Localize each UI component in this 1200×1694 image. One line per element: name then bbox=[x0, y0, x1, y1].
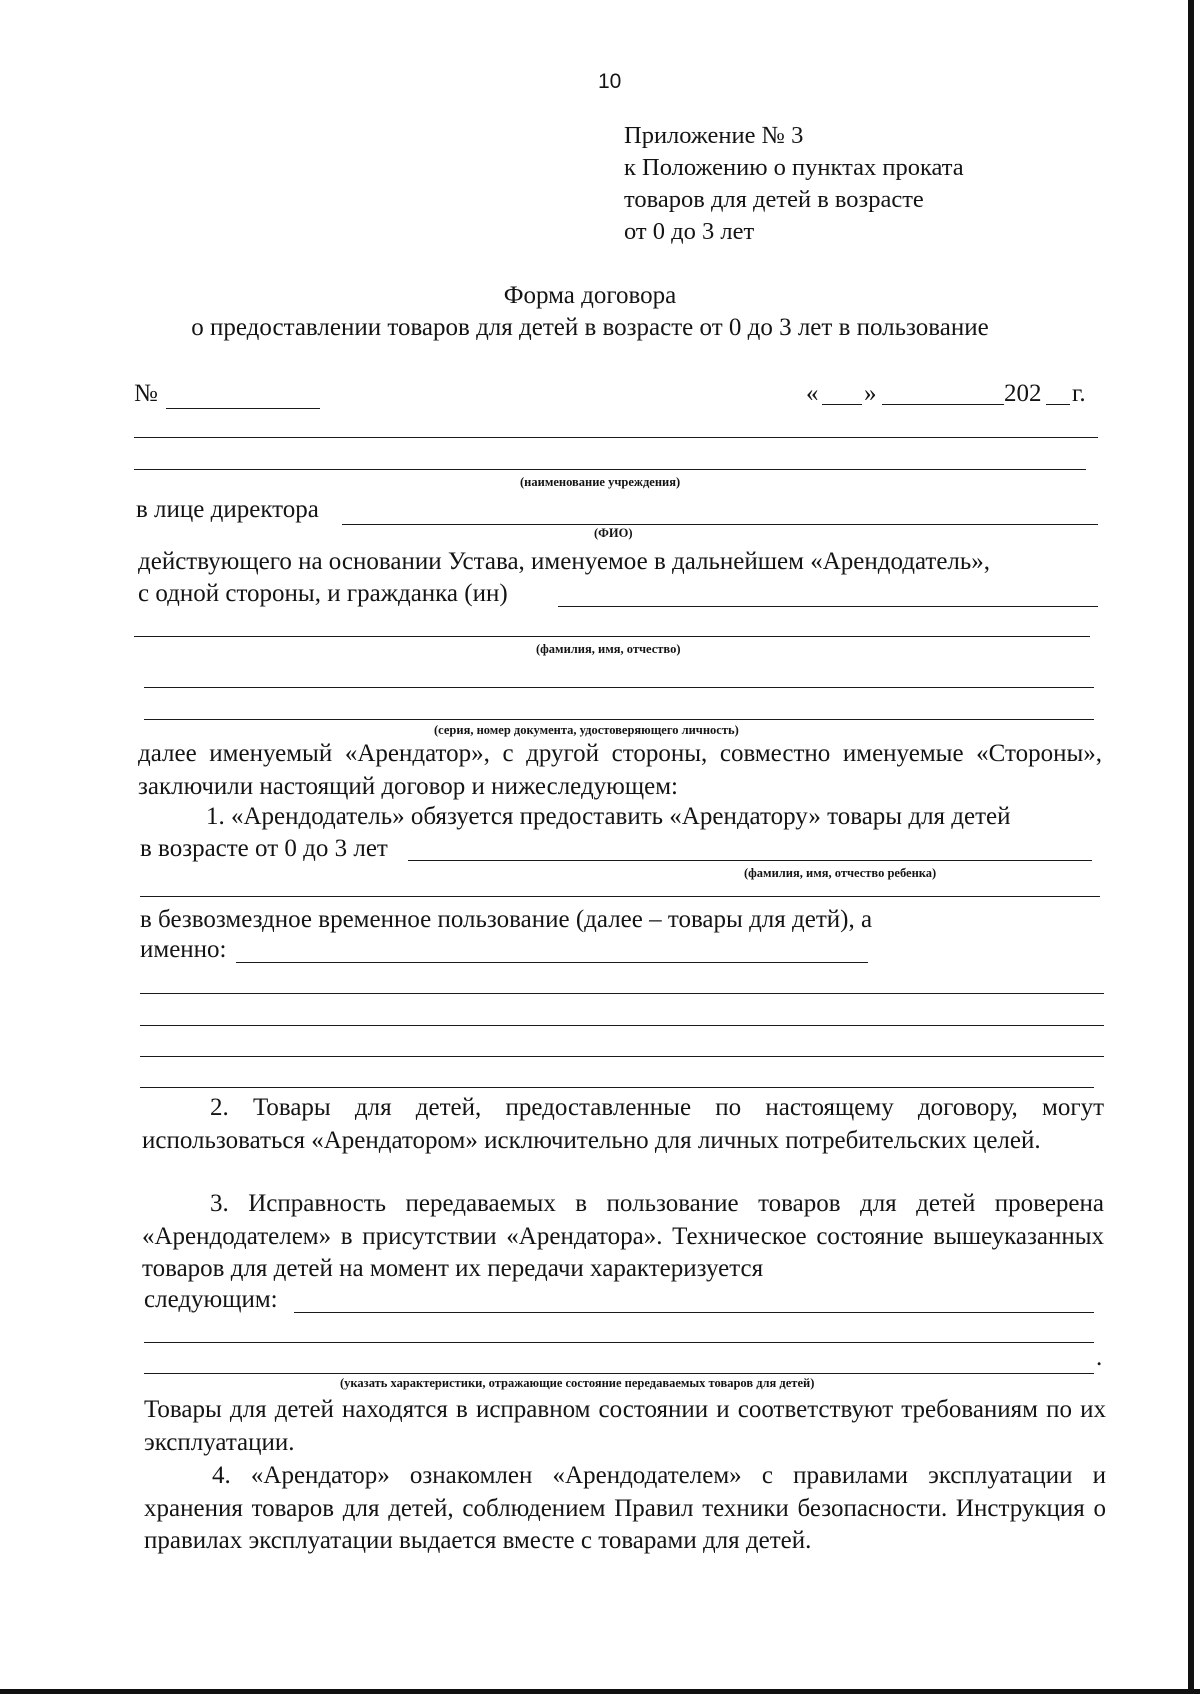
child-name-field[interactable] bbox=[408, 860, 1092, 861]
date-day-field[interactable] bbox=[822, 404, 862, 405]
acting-text-2: с одной стороны, и гражданка (ин) bbox=[138, 580, 508, 607]
end-dot: . bbox=[1096, 1344, 1103, 1371]
appendix-line: Приложение № 3 bbox=[624, 122, 804, 149]
tenant-name-field-line-2[interactable] bbox=[134, 636, 1090, 637]
caption-characteristics: (указать характеристики, отражающие состояние передаваемых товаров для детей) bbox=[340, 1376, 815, 1390]
caption-fio: (ФИО) bbox=[594, 526, 633, 540]
contract-number-field[interactable] bbox=[166, 408, 320, 409]
namely-label: именно: bbox=[140, 936, 227, 963]
item-2-paragraph: 2. Товары для детей, предоставленные по настоящему договору, могут использоваться «Арендатором» исключительно для личных потребительских целей. bbox=[142, 1094, 1104, 1154]
appendix-header bbox=[624, 120, 964, 248]
id-document-field-line-2[interactable] bbox=[144, 719, 1094, 720]
goods-list-field-line-4[interactable] bbox=[140, 1056, 1104, 1057]
goods-list-field-line-5[interactable] bbox=[140, 1087, 1094, 1088]
director-label: в лице директора bbox=[136, 496, 319, 523]
date-year-prefix: 202 bbox=[1004, 380, 1042, 407]
child-name-field-line-2[interactable] bbox=[140, 896, 1100, 897]
page-edge-right bbox=[1188, 0, 1194, 1694]
appendix-line: товаров для детей в возрасте bbox=[624, 186, 924, 213]
date-close-quote: » bbox=[864, 380, 877, 407]
acting-text: действующего на основании Устава, именуемое в дальнейшем «Арендодатель», bbox=[138, 548, 991, 575]
goods-list-field-line-2[interactable] bbox=[140, 993, 1104, 994]
date-year-field[interactable] bbox=[1046, 404, 1070, 405]
item-1-text: 1. «Арендодатель» обязуется предоставить «Арендатору» товары для детей bbox=[206, 803, 1011, 830]
appendix-line: от 0 до 3 лет bbox=[624, 218, 755, 245]
page-edge-bottom bbox=[0, 1689, 1200, 1694]
caption-full-name: (фамилия, имя, отчество) bbox=[536, 642, 681, 656]
goods-list-field-line-1[interactable] bbox=[236, 962, 868, 963]
institution-field-line-1[interactable] bbox=[134, 437, 1098, 438]
item-3-paragraph: 3. Исправность передаваемых в пользование товаров для детей проверена «Арендодателем» в присутствии «Арендатора». Техническое состояние вышеуказанных товаров для детей на момент их передачи характеризуется bbox=[142, 1190, 1104, 1282]
page-number: 10 bbox=[598, 70, 622, 93]
contract-number-label: № bbox=[134, 380, 158, 407]
date-month-field[interactable] bbox=[882, 404, 1004, 405]
caption-id-document: (серия, номер документа, удостоверяющего личность) bbox=[434, 723, 739, 737]
date-year-suffix: г. bbox=[1072, 380, 1086, 407]
director-fio-field[interactable] bbox=[342, 524, 1098, 525]
free-use-text: в безвозмездное временное пользование (далее – товары для детй), а bbox=[140, 906, 873, 933]
caption-child-name: (фамилия, имя, отчество ребенка) bbox=[744, 866, 937, 880]
tenant-name-field[interactable] bbox=[558, 606, 1098, 607]
characteristics-field-line-2[interactable] bbox=[144, 1342, 1094, 1343]
goods-list-field-line-3[interactable] bbox=[140, 1025, 1104, 1026]
item-1-text-2: в возрасте от 0 до 3 лет bbox=[140, 835, 388, 862]
institution-field-line-2[interactable] bbox=[134, 469, 1086, 470]
id-document-field-line-1[interactable] bbox=[144, 687, 1094, 688]
characteristics-field-line-1[interactable] bbox=[294, 1312, 1094, 1313]
following-label: следующим: bbox=[144, 1286, 278, 1313]
paragraph-parties: далее именуемый «Арендатор», с другой стороны, совместно именуемые «Стороны», заключили настоящий договор и нижеследующем: bbox=[138, 740, 1102, 800]
characteristics-field-line-3[interactable] bbox=[144, 1373, 1094, 1374]
appendix-line: к Положению о пунктах проката bbox=[624, 154, 964, 181]
document-subtitle: о предоставлении товаров для детей в возрасте от 0 до 3 лет в пользование bbox=[191, 314, 989, 341]
date-open-quote: « bbox=[806, 380, 819, 407]
document-title: Форма договора bbox=[503, 282, 677, 309]
caption-institution: (наименование учреждения) bbox=[520, 475, 681, 489]
item-4-paragraph: 4. «Арендатор» ознакомлен «Арендодателем» с правилами эксплуатации и хранения товаров для детей, соблюдением Правил техники безопасности. Инструкция о правилах эксплуатации выдается вместе с товарами для детей. bbox=[144, 1462, 1106, 1554]
condition-paragraph: Товары для детей находятся в исправном состоянии и соответствуют требованиям по их эксплуатации. bbox=[144, 1396, 1106, 1456]
